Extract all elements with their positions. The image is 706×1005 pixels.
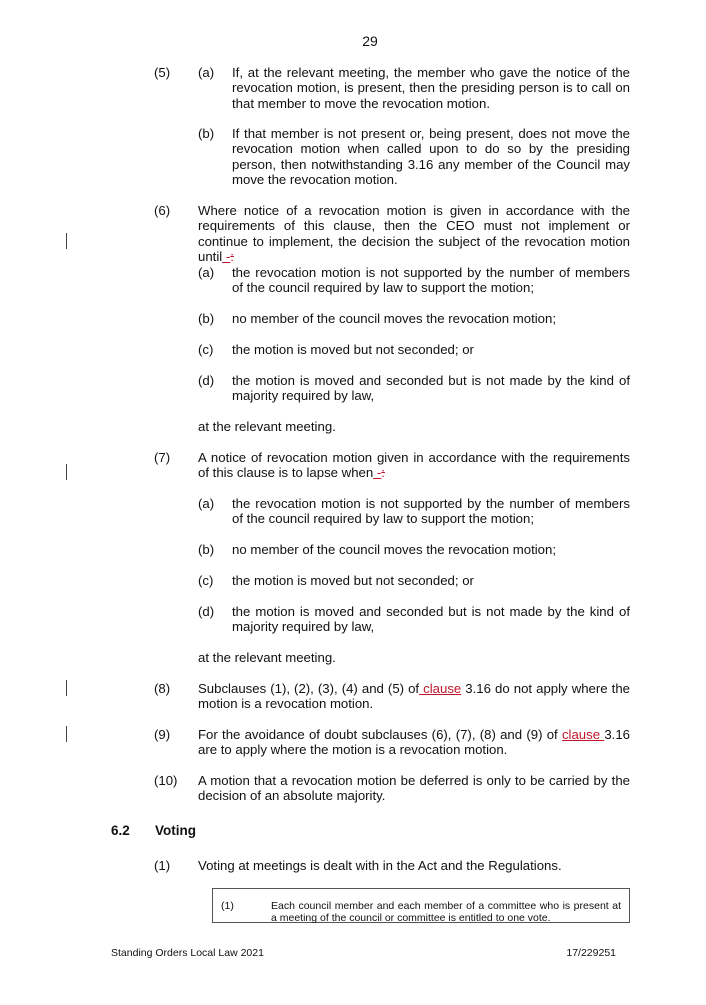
paragraph-text: no member of the council moves the revocation motion; [232,311,556,326]
change-bar [66,233,67,249]
subclause-text: A notice of revocation motion given in accordance with the requirements of this clause is to lapse when -: [198,450,630,481]
footer-reference: 17/229251 [566,947,616,959]
paragraph-text: the revocation motion is not supported by the number of members of the council required by law to support the motion; [232,265,630,296]
note-label: (1) [221,900,234,912]
paragraph-label: (d) [198,604,215,619]
paragraph-text: the motion is moved and seconded but is not made by the kind of majority required by law, [232,373,630,404]
subclause-label: (6) [154,203,171,218]
paragraph-label: (d) [198,373,215,388]
change-bar [66,726,67,742]
subclause-label: (7) [154,450,171,465]
subclause-label: (10) [154,773,178,788]
tracked-deletion: : [230,249,234,265]
legislation-note-box [212,888,630,923]
subclause-text: For the avoidance of doubt subclauses (6), (7), (8) and (9) of clause 3.16 are to apply where the motion is a revocation motion. [198,727,630,758]
subclause-label: (1) [154,858,171,873]
paragraph-text: the motion is moved and seconded but is not made by the kind of majority required by law, [232,604,630,635]
footer-title: Standing Orders Local Law 2021 [111,947,264,959]
change-bar [66,680,67,696]
subclause-text: Subclauses (1), (2), (3), (4) and (5) of clause 3.16 do not apply where the motion is a revocation motion. [198,681,630,712]
paragraph-text: If, at the relevant meeting, the member who gave the notice of the revocation motion, is present, then the presiding person is to call on that member to move the revocation motion. [232,65,630,111]
tracked-insertion: - [373,465,382,481]
paragraph-text: the revocation motion is not supported by the number of members of the council required by law to support the motion; [232,496,630,527]
tracked-insertion: clause [561,727,605,742]
paragraph-text: no member of the council moves the revocation motion; [232,542,556,557]
subclause-text: A motion that a revocation motion be deferred is only to be carried by the decision of an absolute majority. [198,773,630,804]
subclause-label: (9) [154,727,171,742]
subclause-label: (8) [154,681,171,696]
tracked-insertion: - [222,249,231,265]
paragraph-text: If that member is not present or, being present, does not move the revocation motion when called upon to do so by the presiding person, then notwithstanding 3.16 any member of the Council may move the revocation motion. [232,126,630,188]
paragraph-label: (b) [198,542,215,557]
paragraph-label: (a) [198,496,215,511]
subclause-label: (5) [154,65,171,80]
subclause-text: Voting at meetings is dealt with in the Act and the Regulations. [198,858,562,873]
subclause-6-tail: at the relevant meeting. [198,419,336,434]
subclause-7-tail: at the relevant meeting. [198,650,336,665]
paragraph-label: (b) [198,311,215,326]
tracked-insertion: clause [419,681,462,696]
note-text: Each council member and each member of a committee who is present at a meeting of the council or committee is entitled to one vote. [271,900,621,924]
page-number: 29 [362,33,378,49]
tracked-deletion: : [381,465,385,481]
paragraph-label: (c) [198,573,214,588]
paragraph-label: (a) [198,265,215,280]
paragraph-label: (c) [198,342,214,357]
section-title: Voting [155,823,196,838]
subclause-text: Where notice of a revocation motion is given in accordance with the requirements of this clause, then the CEO must not implement or continue to implement, the decision the subject of the revocation motion until -: [198,203,630,265]
section-number: 6.2 [111,823,130,838]
paragraph-text: the motion is moved but not seconded; or [232,573,474,588]
paragraph-text: the motion is moved but not seconded; or [232,342,474,357]
paragraph-label: (b) [198,126,215,141]
paragraph-label: (a) [198,65,215,80]
change-bar [66,464,67,480]
